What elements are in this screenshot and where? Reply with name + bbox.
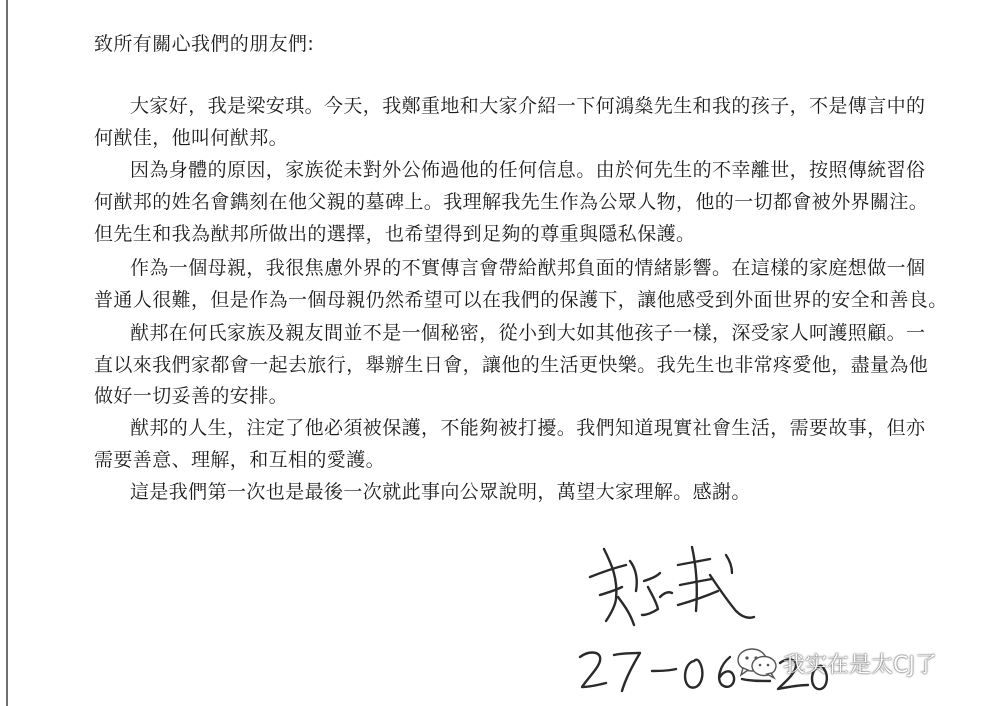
watermark-text: 我实在是太CJ了 [783, 652, 937, 678]
paragraph-5-line-2: 需要善意、理解，和互相的愛護。 [94, 449, 386, 471]
paragraph-2-line-1: 因為身體的原因，家族從未對外公佈過他的任何信息。由於何先生的不幸離世，按照傳統習俗 [130, 159, 926, 181]
wechat-icon [735, 646, 779, 680]
paragraph-3-line-2: 普通人很難，但是作為一個母親仍然希望可以在我們的保護下，讓他感受到外面世界的安全和善良。 [94, 289, 948, 311]
paragraph-2-line-2: 何猷邦的姓名會鐫刻在他父親的墓碑上。我理解我先生作為公眾人物，他的一切都會被外界關注。 [94, 191, 929, 213]
paragraph-6-line-1: 這是我們第一次也是最後一次就此事向公眾說明，萬望大家理解。感謝。 [130, 481, 751, 503]
salutation: 致所有關心我們的朋友們: [94, 33, 315, 55]
paragraph-1-line-2: 何猷佳，他叫何猷邦。 [94, 127, 289, 149]
paragraph-1-line-1: 大家好，我是梁安琪。今天，我鄭重地和大家介紹一下何鴻燊先生和我的孩子，不是傳言中的 [130, 95, 926, 117]
paragraph-4-line-1: 猷邦在何氏家族及親友間並不是一個秘密，從小到大如其他孩子一樣，深受家人呵護照顧。一 [130, 322, 926, 344]
handwritten-signature [560, 535, 840, 706]
paragraph-3-line-1: 作為一個母親，我很焦慮外界的不實傳言會帶給猷邦負面的情緒影響。在這樣的家庭想做一個 [130, 257, 926, 279]
watermark [735, 646, 937, 680]
paragraph-4-line-3: 做好一切妥善的安排。 [94, 385, 289, 407]
scan-edge [6, 0, 8, 706]
paragraph-5-line-1: 猷邦的人生，注定了他必須被保護，不能夠被打擾。我們知道現實社會生活，需要故事，但亦 [130, 417, 926, 439]
paragraph-2-line-3: 但先生和我為猷邦所做出的選擇，也希望得到足夠的尊重與隱私保護。 [94, 223, 696, 245]
paragraph-4-line-2: 直以來我們家都會一起去旅行，舉辦生日會，讓他的生活更快樂。我先生也非常疼愛他，盡量為他 [94, 354, 929, 376]
